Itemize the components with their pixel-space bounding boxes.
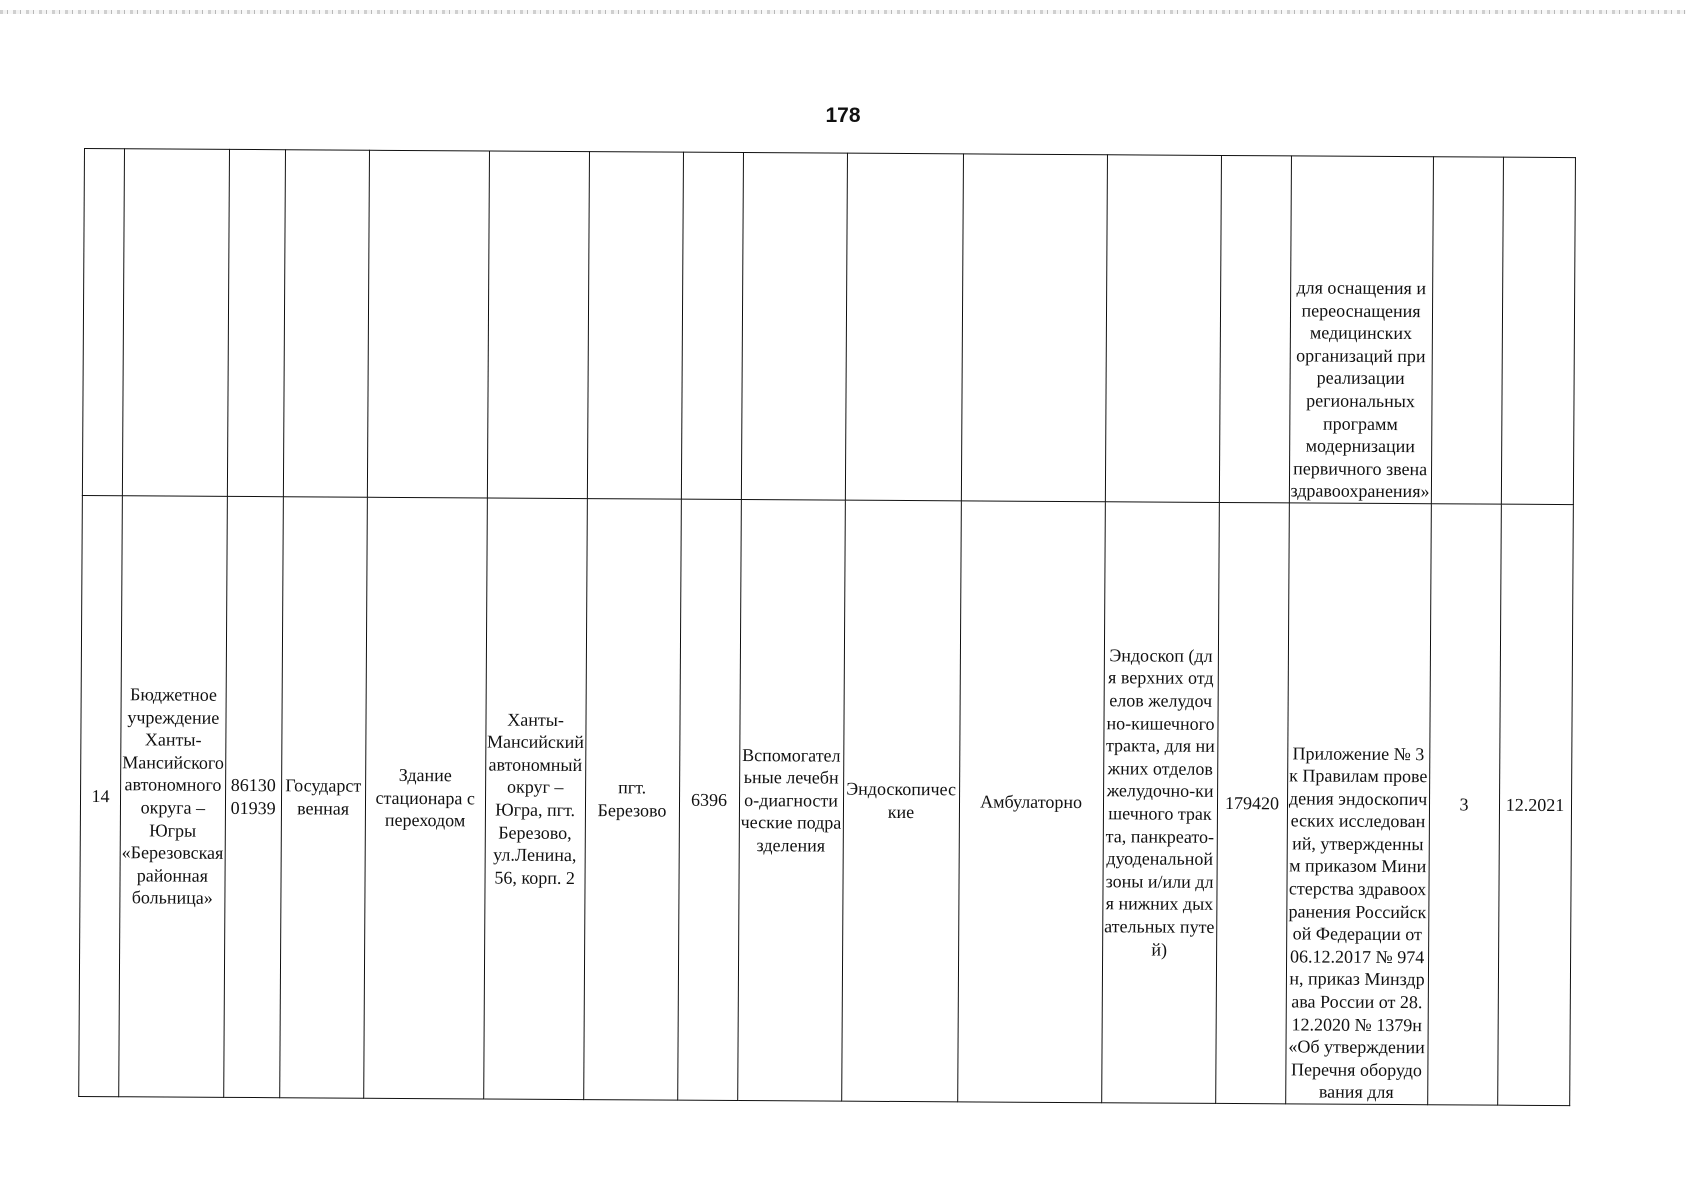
cell-building: Здание стационара с переходом <box>363 497 487 1099</box>
cell-row-number: 14 <box>79 495 123 1096</box>
cell-empty <box>283 150 369 498</box>
cell-empty <box>1105 155 1221 503</box>
cell-address: Ханты-Мансийский автономный округ – Югра, пгт. Березово, ул.Ленина, 56, корп. 2 <box>483 498 587 1100</box>
page-number: 178 <box>825 104 861 127</box>
cell-empty <box>367 150 489 498</box>
cell-equipment: Эндоскоп (для верхних отделов желудочно-кишечного тракта, для нижних отделов желудочно-кишечного тракта, панкреато-дуоденальной зоны и/или для нижних дыхательных путей) <box>1101 502 1219 1104</box>
cell-unit-type: Вспомогательные лечебно-диагностические подразделения <box>737 500 845 1102</box>
cell-empty <box>1501 157 1575 504</box>
cell-ownership: Государственная <box>279 497 367 1099</box>
cell-inn: 8613001939 <box>223 496 283 1097</box>
cell-care-form: Амбулаторно <box>957 501 1105 1103</box>
cell-empty <box>487 151 589 499</box>
cell-date: 12.2021 <box>1497 504 1573 1105</box>
cell-settlement: пгт. Березово <box>583 499 681 1101</box>
cell-population: 6396 <box>677 499 741 1100</box>
cell-quantity: 3 <box>1427 504 1501 1105</box>
cell-empty <box>1431 157 1503 504</box>
table-row <box>79 495 1573 1105</box>
cell-code: 179420 <box>1215 502 1289 1103</box>
cell-empty <box>845 153 963 501</box>
cell-basis: Приложение № 3 к Правилам проведения эндоскопических исследований, утвержденным приказом Министерства здравоохранения Российской Федерации от 06.12.2017 № 974н, приказ Минздрава России от 28.12.2020 № 1379н «Об утверждении Перечня оборудования для <box>1285 503 1431 1105</box>
cell-empty <box>587 152 683 500</box>
cell-empty <box>122 149 229 497</box>
scan-edge-artifact <box>0 10 1686 14</box>
cell-empty <box>82 149 124 496</box>
cell-empty <box>1219 155 1291 502</box>
equipment-table <box>78 148 1575 1106</box>
cell-empty <box>227 149 285 496</box>
table-row-continuation <box>82 149 1575 505</box>
cell-organization: Бюджетное учреждение Ханты-Мансийского автономного округа – Югры «Березовская районная больница» <box>119 496 227 1098</box>
cell-basis-continued: для оснащения и переоснащения медицинских организаций при реализации региональных программ модернизации первичного звена здравоохранения» <box>1289 156 1433 504</box>
cell-unit: Эндоскопические <box>841 500 961 1102</box>
cell-empty <box>741 153 847 501</box>
cell-empty <box>681 152 743 499</box>
cell-empty <box>961 154 1107 502</box>
